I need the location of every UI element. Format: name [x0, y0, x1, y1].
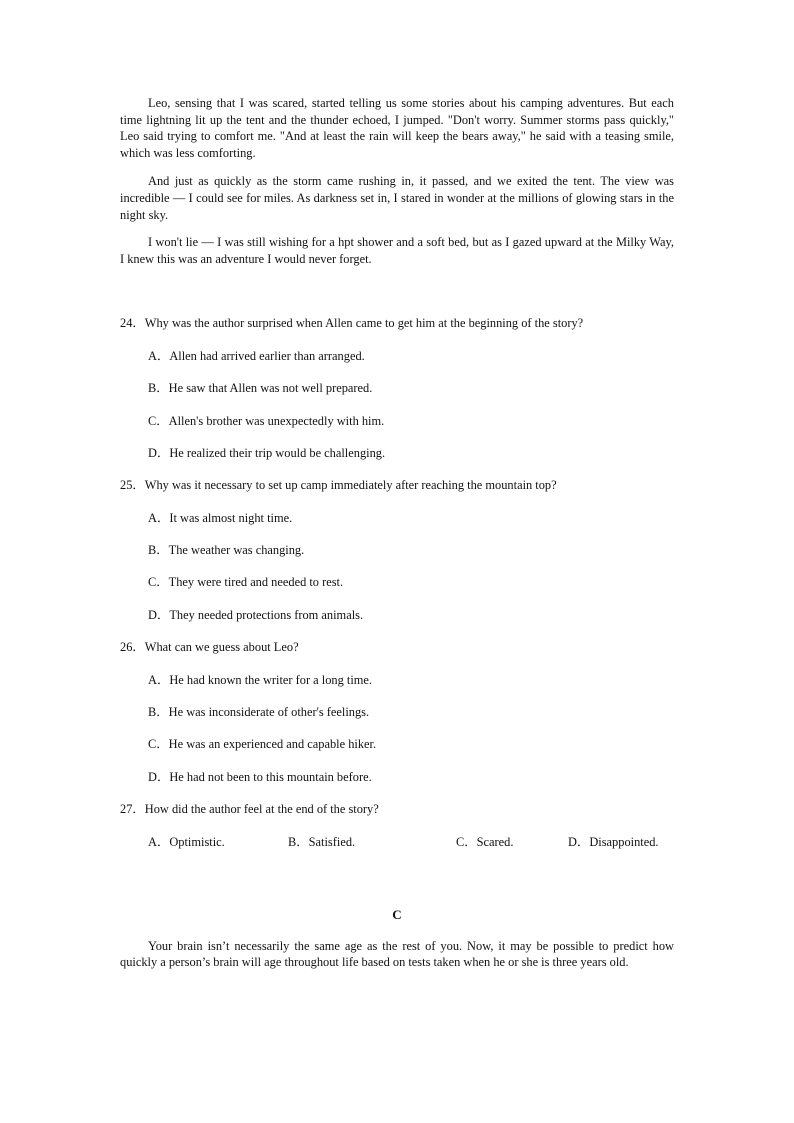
option-text: He realized their trip would be challenging.: [169, 445, 386, 460]
option-row: [120, 834, 674, 850]
option-d[interactable]: [120, 607, 674, 623]
option-letter: C．: [148, 413, 169, 428]
option-c[interactable]: [456, 834, 568, 850]
option-text: Optimistic.: [169, 834, 225, 849]
document-page: [120, 95, 674, 971]
option-text: He was an experienced and capable hiker.: [168, 737, 377, 752]
question-text: What can we guess about Leo?: [144, 640, 299, 655]
option-list: [120, 348, 674, 461]
option-text: It was almost night time.: [169, 510, 293, 525]
option-d[interactable]: [120, 769, 674, 785]
passage-paragraph-1: Leo, sensing that I was scared, started telling us some stories about his camping adventures. But each time lightning lit up the tent and the thunder echoed, I jumped. "Don't worry. Summer storms pass quickly," Leo said trying to comfort me. "And at least the rain will keep the bears away," he said with a teasing smile, which was less comforting.: [120, 96, 674, 160]
option-b[interactable]: [120, 542, 674, 558]
question-25: [120, 477, 674, 623]
option-c[interactable]: [120, 736, 674, 752]
option-list: [120, 672, 674, 785]
option-letter: C．: [148, 737, 169, 752]
option-letter: D．: [568, 834, 590, 849]
option-d[interactable]: [120, 445, 674, 461]
option-text: Allen's brother was unexpectedly with him.: [168, 413, 385, 428]
passage-c-paragraph: Your brain isn’t necessarily the same age as the rest of you. Now, it may be possible to predict how quickly a person’s brain will age throughout life based on tests taken when he or she is three years old.: [120, 938, 674, 970]
question-number: 25．: [120, 478, 145, 493]
section-heading: C: [392, 906, 402, 922]
option-letter: B．: [148, 381, 169, 396]
option-text: Disappointed.: [589, 834, 659, 849]
question-number: 26．: [120, 640, 145, 655]
question-26: [120, 639, 674, 785]
question-text: Why was the author surprised when Allen came to get him at the beginning of the story?: [144, 316, 584, 331]
option-text: Scared.: [476, 834, 514, 849]
option-text: He had not been to this mountain before.: [169, 769, 372, 784]
question-stem: [120, 639, 674, 655]
passage-paragraph-3: I won't lie — I was still wishing for a hpt shower and a soft bed, but as I gazed upward at the Milky Way, I knew this was an adventure I would never forget.: [120, 235, 674, 266]
passage-paragraph-2: And just as quickly as the storm came rushing in, it passed, and we exited the tent. The view was incredible — I could see for miles. As darkness set in, I stared in wonder at the millions of glowing stars in the night sky.: [120, 174, 674, 222]
option-letter: B．: [148, 543, 169, 558]
option-text: The weather was changing.: [168, 543, 305, 558]
option-b[interactable]: [120, 380, 674, 396]
option-text: He had known the writer for a long time.: [169, 672, 373, 687]
option-letter: C．: [148, 575, 169, 590]
option-letter: B．: [288, 834, 309, 849]
question-24: [120, 315, 674, 461]
option-letter: B．: [148, 705, 169, 720]
question-list: [120, 315, 674, 849]
option-letter: C．: [456, 834, 477, 849]
option-b[interactable]: [288, 834, 456, 850]
option-a[interactable]: [120, 510, 674, 526]
option-letter: D．: [148, 607, 170, 622]
option-text: They were tired and needed to rest.: [168, 575, 344, 590]
question-number: 24．: [120, 316, 145, 331]
option-a[interactable]: [148, 834, 288, 850]
option-c[interactable]: [120, 574, 674, 590]
option-letter: D．: [148, 445, 170, 460]
question-stem: [120, 315, 674, 331]
option-b[interactable]: [120, 704, 674, 720]
question-number: 27．: [120, 802, 145, 817]
option-letter: A．: [148, 348, 170, 363]
option-text: He was inconsiderate of other's feelings.: [168, 705, 370, 720]
option-text: He saw that Allen was not well prepared.: [168, 381, 373, 396]
option-a[interactable]: [120, 672, 674, 688]
option-a[interactable]: [120, 348, 674, 364]
question-text: How did the author feel at the end of the story?: [144, 802, 379, 817]
question-stem: [120, 801, 674, 817]
option-letter: A．: [148, 834, 170, 849]
option-d[interactable]: [568, 834, 659, 850]
option-letter: D．: [148, 769, 170, 784]
question-stem: [120, 477, 674, 493]
option-list: [120, 510, 674, 623]
question-27: [120, 801, 674, 849]
option-text: They needed protections from animals.: [169, 607, 364, 622]
option-letter: A．: [148, 510, 170, 525]
question-text: Why was it necessary to set up camp immediately after reaching the mountain top?: [144, 478, 557, 493]
option-c[interactable]: [120, 413, 674, 429]
option-text: Satisfied.: [308, 834, 356, 849]
option-text: Allen had arrived earlier than arranged.: [169, 348, 365, 363]
option-letter: A．: [148, 672, 170, 687]
